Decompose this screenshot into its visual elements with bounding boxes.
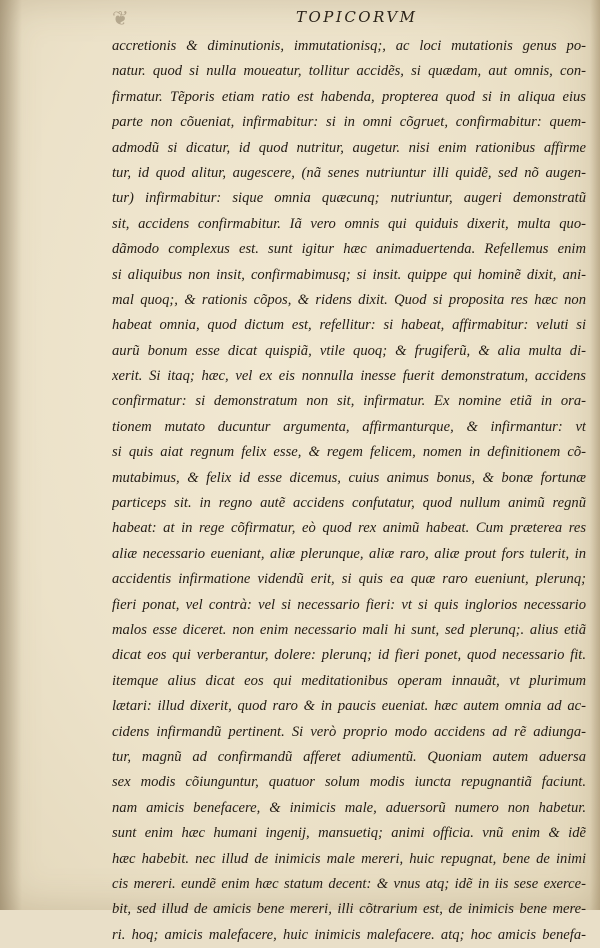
text-line: sit, accidens confirmabitur. Iã vero omnis qui quiduis dixerit, multa quo- <box>112 215 586 232</box>
page-edge-shadow <box>590 0 600 910</box>
text-line: itemque alius dicat eos qui meditationibus operam innauãt, vt plurimum <box>112 672 586 689</box>
text-line: fieri ponat, vel contrà: vel si necessario fieri: vt si quis inglorios necessario <box>112 596 586 613</box>
body-text <box>112 34 586 948</box>
text-line: aliæ necessario eueniant, aliæ plerunque, aliæ raro, aliæ prout fors tulerit, in <box>112 545 586 562</box>
text-line: sex modis cõiunguntur, quatuor solum modis iuncta repugnantiã faciunt. <box>112 774 586 791</box>
text-line: si aliquibus non insit, confirmabimusq; si insit. quippe qui hominẽ dixit, ani- <box>112 266 586 283</box>
text-line: firmatur. Tẽporis etiam ratio est habenda, propterea quod si in aliqua eius <box>112 88 586 105</box>
text-line: hæc habebit. nec illud de inimicis male mereri, huic repugnat, bene de inimi <box>112 850 586 867</box>
text-line: dãmodo complexus est. sunt igitur hæc animaduertenda. Refellemus enim <box>112 241 586 258</box>
text-line: accidentis infirmatione videndũ erit, si quis ea quæ raro eueniunt, plerunq; <box>112 571 586 588</box>
text-line: nam amicis benefacere, & inimicis male, aduersorũ numero non habetur. <box>112 799 586 816</box>
text-line: confirmatur: si demonstratum non sit, infirmatur. Ex nomine etiã in ora- <box>112 393 586 410</box>
text-line: cis mereri. eundẽ enim hæc statum decent: & vnus atq; idẽ in iis sese exerce- <box>112 875 586 892</box>
text-line: ri. hoq; amicis malefacere, huic inimicis malefacere. atq; hoc amicis benefa- <box>112 926 586 943</box>
text-line: tionem mutato ducuntur argumenta, affirmanturque, & infirmantur: vt <box>112 418 586 435</box>
running-title: TOPICORVM <box>296 8 418 26</box>
text-line: bit, sed illud de amicis bene mereri, illi cõtrarium est, de inimicis bene mere- <box>112 901 586 918</box>
gutter-shadow <box>0 0 22 910</box>
text-line: tur, magnũ ad confirmandũ afferet adiumentũ. Quoniam autem aduersa <box>112 748 586 765</box>
text-line: natur. quod si nulla moueatur, tollitur accidẽs, si quædam, aut omnis, con- <box>112 63 586 80</box>
text-line: dicat eos qui verberantur, dolere: plerunq; id fieri ponet, quod necessario fit. <box>112 647 586 664</box>
text-line: mal quoq;, & rationis cõpos, & ridens dixit. Quod si proposita res hæc non <box>112 291 586 308</box>
text-line: cidens infirmandũ pertinent. Si verò proprio modo accidens ad rẽ adiunga- <box>112 723 586 740</box>
text-line: admodũ si dicatur, id quod nutritur, augetur. nisi enim rationibus affirme <box>112 139 586 156</box>
text-line: habeat: at in rege cõfirmatur, eò quod rex animũ habeat. Cum præterea res <box>112 520 586 537</box>
text-line: tur, id quod alitur, augescere, (nã senes nutriuntur illi quidẽ, sed nõ augen- <box>112 164 586 181</box>
text-line: sunt enim hæc humani ingenij, mansuetiq; animi officia. vnũ enim & idẽ <box>112 825 586 842</box>
ornament-icon: ❦ <box>112 6 129 30</box>
text-line: habeat omnia, quod dictum est, refellitur: si habeat, affirmabitur: veluti si <box>112 317 586 334</box>
text-line: xerit. Si itaq; hæc, vel ex eis nonnulla inesse fuerit demonstratum, accidens <box>112 368 586 385</box>
text-line: mutabimus, & felix id esse dicemus, cuius animus bonus, & bonæ fortunæ <box>112 469 586 486</box>
text-line: malos esse diceret. non enim necessario mali hi sunt, sed plerunq;. alius etiã <box>112 621 586 638</box>
text-line: particeps sit. in regno autẽ accidens confutatur, quod nullum animũ regnũ <box>112 495 586 512</box>
text-line: parte non cõueniat, infirmabitur: si in omni cõgruet, confirmabitur: quem- <box>112 114 586 131</box>
text-line: accretionis & diminutionis, immutationisq;, ac loci mutationis genus po- <box>112 38 586 54</box>
text-line: si quis aiat regnum felix esse, & regem felicem, nomen in definitionem cõ- <box>112 444 586 461</box>
text-line: aurũ bonum esse dicat quispiã, vtile quoq; & frugiferũ, & alia multa di- <box>112 342 586 359</box>
text-line: tur) infirmabitur: sique omnia quæcunq; nutriuntur, augeri demonstratũ <box>112 190 586 207</box>
text-line: lætari: illud dixerit, quod raro & in paucis eueniat. hæc autem omnia ad ac- <box>112 698 586 715</box>
